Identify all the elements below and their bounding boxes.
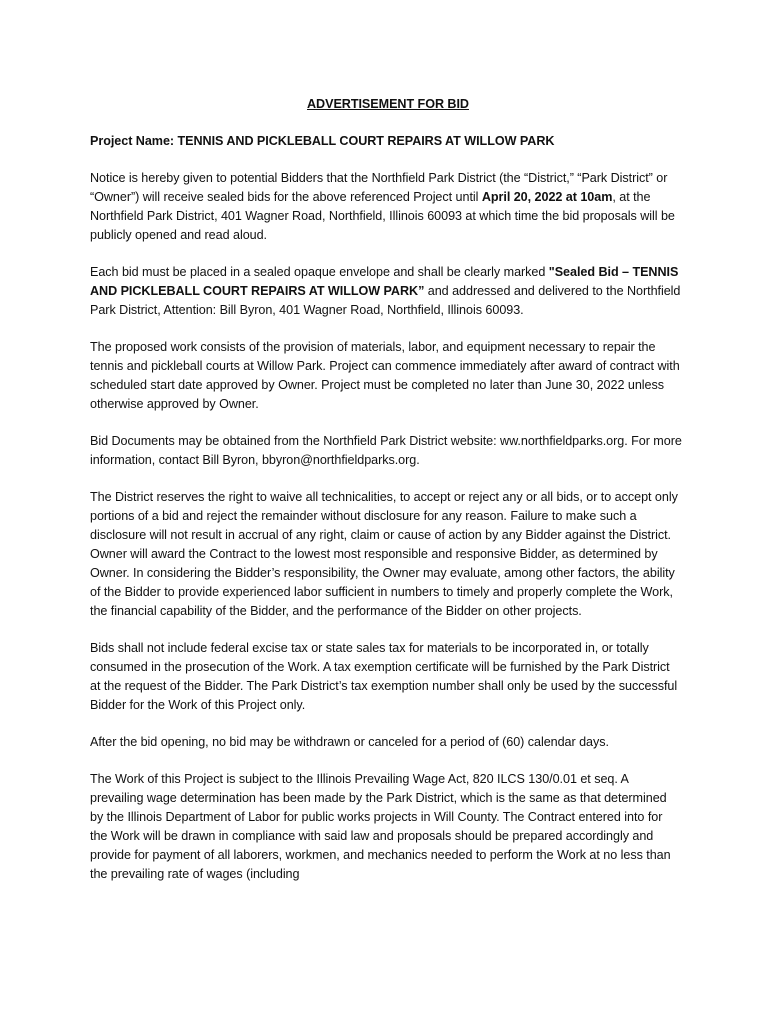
- paragraph-prevailing-wage: The Work of this Project is subject to the Illinois Prevailing Wage Act, 820 ILCS 130/0.01 et seq. A prevailing wage determination has been made by the Park District, which is the same as that determined by the Illinois Department of Labor for public works projects in Will County. The Contract entered into for the Work will be drawn in compliance with said law and proposals should be prepared accordingly and provide for payment of all laborers, workmen, and mechanics needed to perform the Work at no less than the prevailing rate of wages (including: [90, 772, 671, 881]
- paragraph-notice: [90, 169, 682, 245]
- paragraph-district-rights: The District reserves the right to waive all technicalities, to accept or reject any or all bids, or to accept only portions of a bid and reject the remainder without disclosure for any reason. Failure to make such a disclosure will not result in accrual of any right, claim or cause of action by any Bidder against the District. Owner will award the Contract to the lowest most responsible and responsive Bidder, as determined by Owner. In considering the Bidder’s responsibility, the Owner may evaluate, among other factors, the ability of the Bidder to provide experienced labor sufficient in numbers to timely and properly complete the Work, the financial capability of the Bidder, and the performance of the Bidder on other projects.: [90, 490, 678, 618]
- paragraph-bid-documents: Bid Documents may be obtained from the Northfield Park District website: ww.northfieldparks.org. For more information, contact Bill Byron, bbyron@northfieldparks.org.: [90, 434, 682, 467]
- sealed-bid-text-start: Each bid must be placed in a sealed opaque envelope and shall be clearly marked: [90, 265, 549, 279]
- paragraph-tax: Bids shall not include federal excise tax or state sales tax for materials to be incorporated in, or totally consumed in the prosecution of the Work. A tax exemption certificate will be furnished by the Park District at the request of the Bidder. The Park District’s tax exemption number shall only be used by the successful Bidder for the Work of this Project only.: [90, 641, 678, 712]
- sealed-bid-marking: "Sealed Bid – TENNIS AND PICKLEBALL COURT REPAIRS AT WILLOW PARK”: [90, 265, 679, 298]
- project-name-line: Project Name: TENNIS AND PICKLEBALL COURT REPAIRS AT WILLOW PARK: [90, 134, 555, 148]
- sealed-bid-text-end: and addressed and delivered to the Northfield Park District, Attention: Bill Byron, 401 Wagner Road, Northfield, Illinois 60093.: [90, 284, 681, 317]
- bid-deadline: April 20, 2022 at 10am: [481, 190, 613, 204]
- document-page: [90, 95, 682, 902]
- paragraph-proposed-work: The proposed work consists of the provision of materials, labor, and equipment necessary to repair the tennis and pickleball courts at Willow Park. Project can commence immediately after award of contract with scheduled start date approved by Owner. Project must be completed no later than June 30, 2022 unless otherwise approved by Owner.: [90, 340, 680, 411]
- notice-text-end: , at the Northfield Park District, 401 Wagner Road, Northfield, Illinois 60093 at which time the bid proposals will be publicly opened and read aloud.: [90, 190, 675, 242]
- paragraph-sealed-bid: [90, 263, 682, 320]
- document-title: ADVERTISEMENT FOR BID: [307, 97, 469, 111]
- notice-text-start: Notice is hereby given to potential Bidders that the Northfield Park District (the “District,” “Park District” or “Owner”) will receive sealed bids for the above referenced Project until: [90, 171, 668, 204]
- paragraph-withdrawal: After the bid opening, no bid may be withdrawn or canceled for a period of (60) calendar days.: [90, 735, 609, 749]
